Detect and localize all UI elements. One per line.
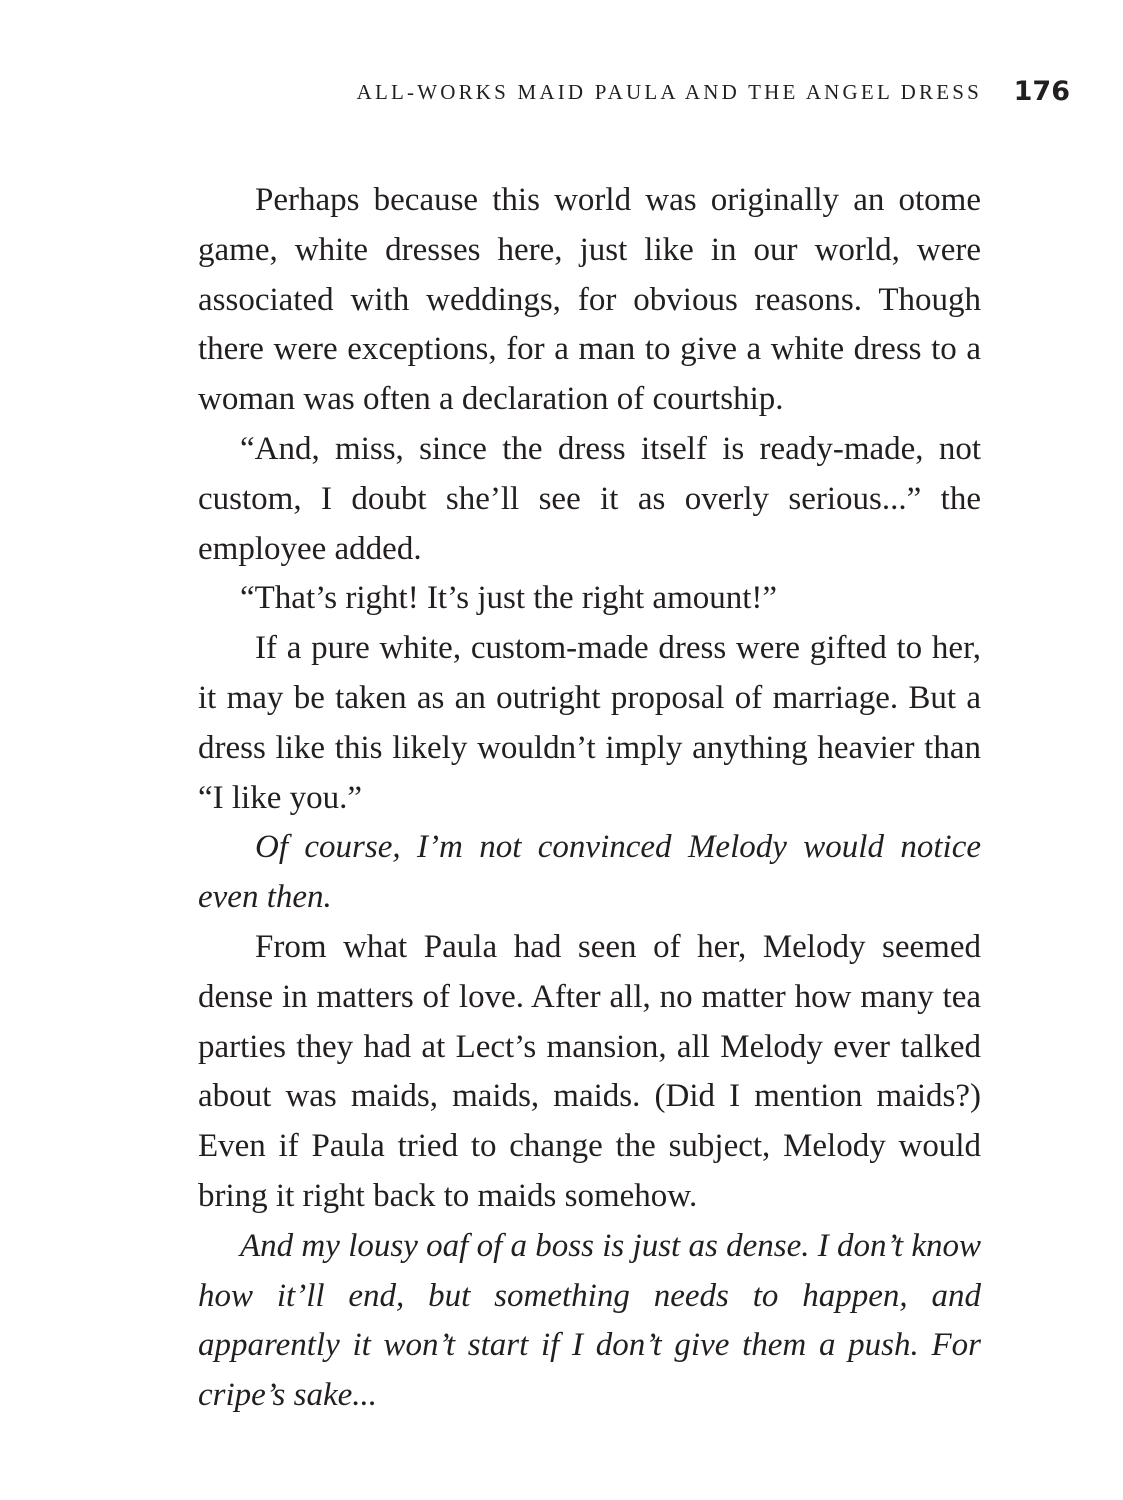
dialogue-paragraph: “And, miss, since the dress itself is ready-made, not custom, I doubt she’ll see it as overly serious...” the employee added. [198, 430, 981, 567]
running-header [200, 78, 1070, 110]
paragraph: From what Paula had seen of her, Melody seemed dense in matters of love. After all, no matter how many tea parties they had at Lect’s mansion, all Melody ever talked about was maids, maids, maids. (Did I mention maids?) Even if Paula tried to change the subject, Melody would bring it right back to maids somehow. [198, 928, 981, 1214]
paragraph: Perhaps because this world was originally an otome game, white dresses here, just like in our world, were associated with weddings, for obvious reasons. Though there were exceptions, for a man to give a white dress to a woman was often a declaration of courtship. [198, 182, 981, 418]
page-number: 176 [1013, 76, 1070, 107]
dialogue-paragraph: “That’s right! It’s just the right amount!” [240, 580, 778, 617]
inner-thought-paragraph: And my lousy oaf of a boss is just as dense. I don’t know how it’ll end, but something needs to happen, and apparently it won’t start if I don’t give them a push. For cripe’s sake... [198, 1227, 981, 1414]
running-title: ALL-WORKS MAID PAULA AND THE ANGEL DRESS [356, 80, 982, 104]
body-text [198, 176, 981, 1421]
inner-thought-paragraph: Of course, I’m not convinced Melody would notice even then. [198, 829, 981, 916]
paragraph: If a pure white, custom-made dress were gifted to her, it may be taken as an outright proposal of marriage. But a dress like this likely wouldn’t imply anything heavier than “I like you.” [198, 630, 981, 816]
